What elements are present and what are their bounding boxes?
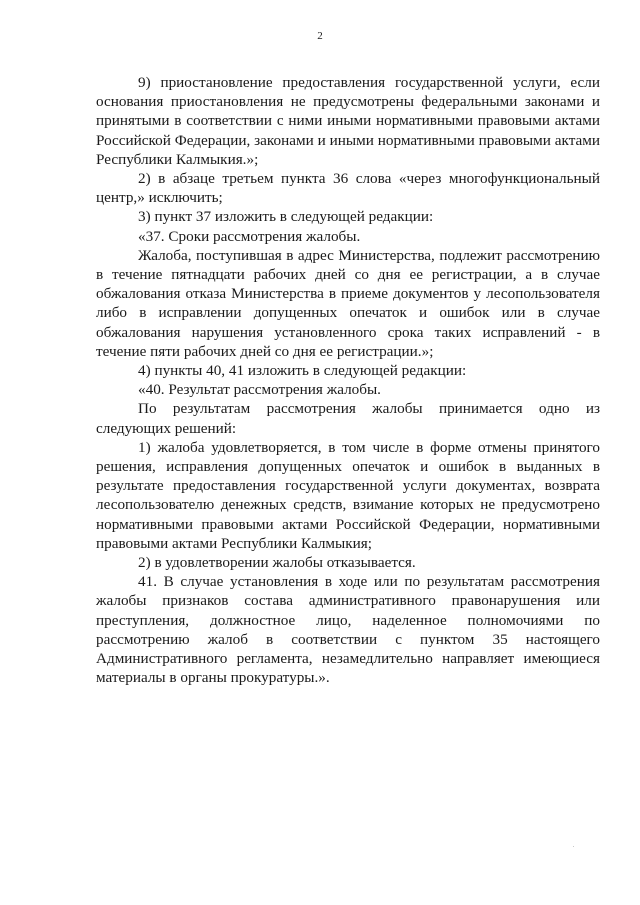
paragraph-amendment-4: 4) пункты 40, 41 изложить в следующей редакции: — [138, 362, 467, 380]
paragraph-section-40-title: «40. Результат рассмотрения жалобы. — [138, 381, 381, 399]
paragraph-section-41: 41. В случае установления в ходе или по результатам рассмотрения жалобы признаков состава административного правонарушения или преступления, должностное лицо, наделенное полномочиями по рассмотрению жалоб в соответствии с пунктом 35 настоящего Административного регламента, незамедлительно направляет имеющиеся материалы в органы прокуратуры.». — [96, 573, 600, 687]
scan-speck — [573, 846, 574, 847]
paragraph-amendment-2: 2) в абзаце третьем пункта 36 слова «через многофункциональный центр,» исключить; — [96, 170, 600, 207]
paragraph-decision-1: 1) жалоба удовлетворяется, в том числе в форме отмены принятого решения, исправления допущенных опечаток и ошибок в выданных в результате предоставления государственной услуги документах, возврата лесопользователю денежных средств, взимание которых не предусмотрено нормативными правовыми актами Российской Федерации, нормативными правовыми актами Республики Калмыкия; — [96, 438, 600, 552]
paragraph-section-37-title: «37. Сроки рассмотрения жалобы. — [138, 227, 361, 245]
paragraph-item-9: 9) приостановление предоставления государственной услуги, если основания приостановления не предусмотрены федеральными законами и принятыми в соответствии с ними иными нормативными правовыми актами Российской Федерации, законами и иными нормативными правовыми актами Республики Калмыкия.»; — [96, 74, 600, 168]
paragraph-amendment-3: 3) пункт 37 изложить в следующей редакции: — [138, 208, 434, 226]
document-body — [96, 73, 600, 688]
page-number: 2 — [317, 30, 323, 42]
paragraph-decision-2: 2) в удовлетворении жалобы отказывается. — [138, 554, 416, 572]
paragraph-section-40-intro: По результатам рассмотрения жалобы принимается одно из следующих решений: — [96, 400, 600, 437]
paragraph-section-37-body: Жалоба, поступившая в адрес Министерства, подлежит рассмотрению в течение пятнадцати рабочих дней со дня ее регистрации, а в случае обжалования отказа Министерства в приеме документов у лесопользователя либо в исправлении допущенных опечаток и ошибок или в случае обжалования нарушения установленного срока таких исправлений - в течение пяти рабочих дней со дня ее регистрации.»; — [96, 246, 600, 360]
